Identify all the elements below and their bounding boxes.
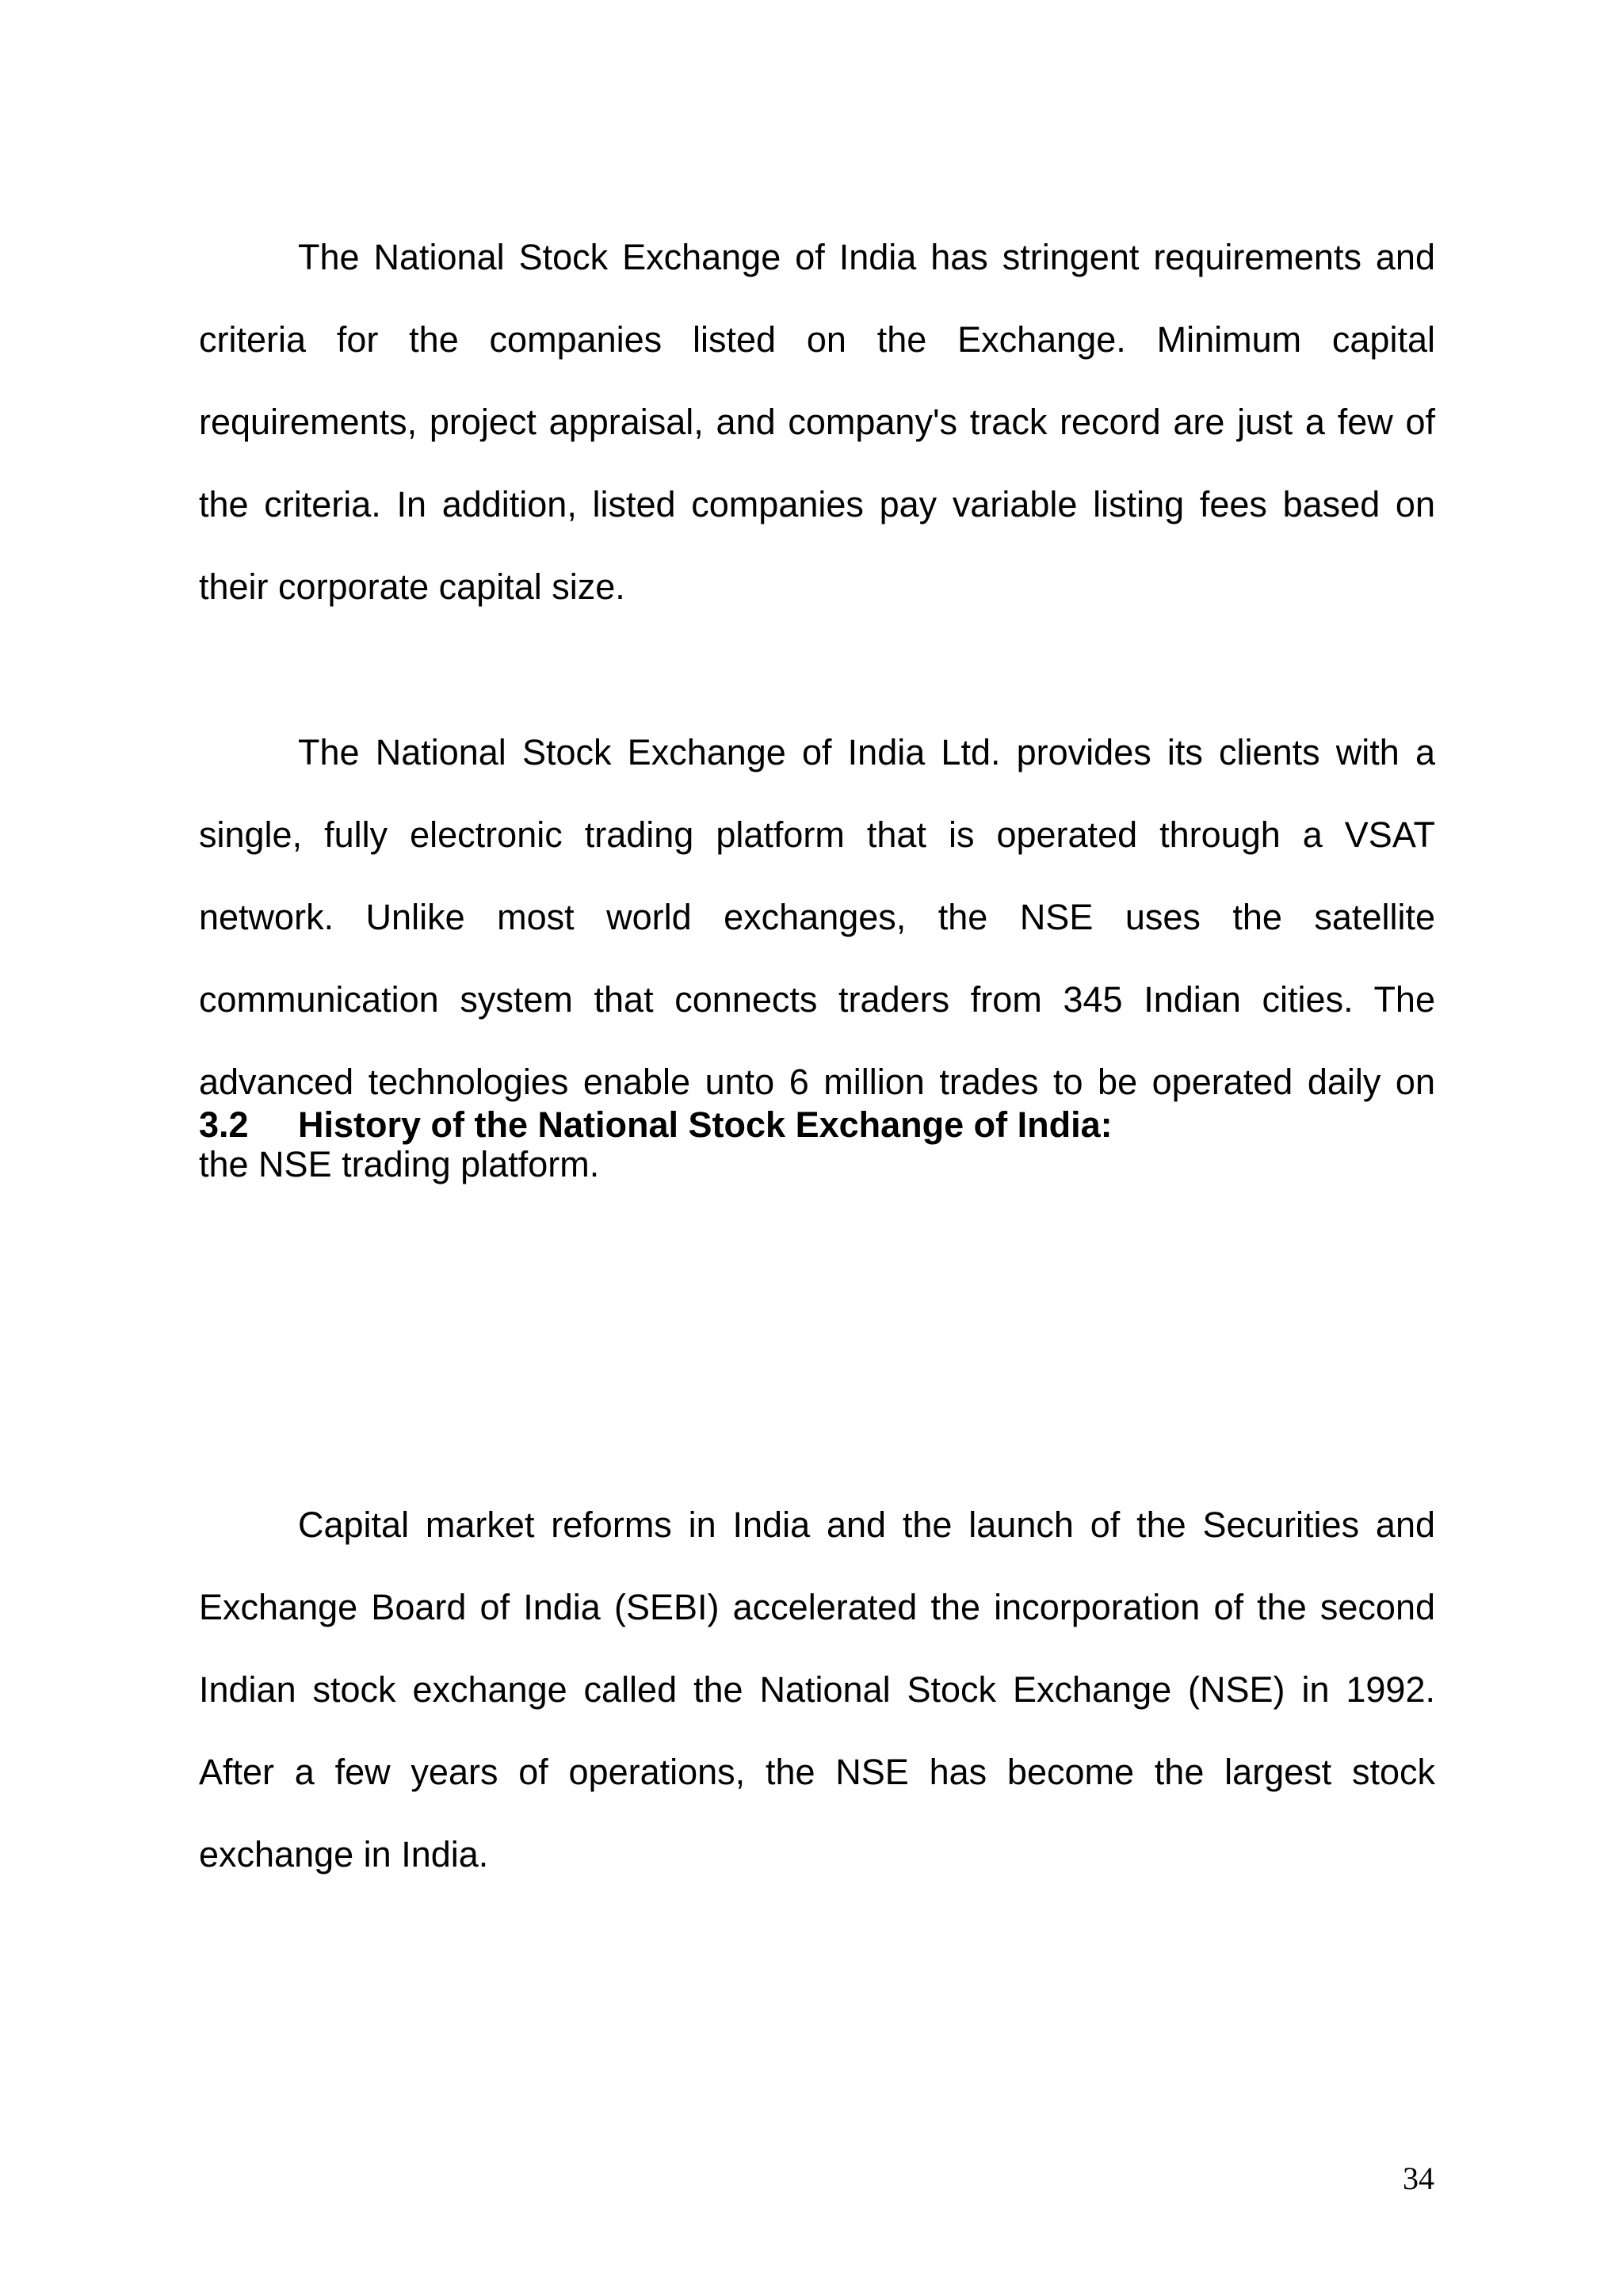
paragraph-nse-trading-platform: The National Stock Exchange of India Ltd. provides its clients with a single, fully electronic trading platform that is operated through a VSAT network. Unlike most world exchanges, the NSE uses the satellite communication system that connects traders from 345 Indian cities. The advanced technologies enable unto 6 million trades to be operated daily on the NSE trading platform. (199, 732, 1435, 1184)
paragraph-nse-listing-requirements: The National Stock Exchange of India has stringent requirements and criteria for the companies listed on the Exchange. Minimum capital requirements, project appraisal, and company's track record are just a few of the criteria. In addition, listed companies pay variable listing fees based on their corporate capital size. (199, 237, 1435, 607)
paragraph-nse-history: Capital market reforms in India and the launch of the Securities and Exchange Board of India (SEBI) accelerated the incorporation of the second Indian stock exchange called the National Stock Exchange (NSE) in 1992. After a few years of operations, the NSE has become the largest stock exchange in India. (199, 1505, 1435, 1875)
body-text (199, 216, 1435, 2039)
section-title: History of the National Stock Exchange of India: (298, 1104, 1113, 1145)
section-number: 3.2 (199, 1104, 249, 1145)
page-number: 34 (1403, 2161, 1434, 2196)
section-heading (199, 1084, 1113, 1166)
